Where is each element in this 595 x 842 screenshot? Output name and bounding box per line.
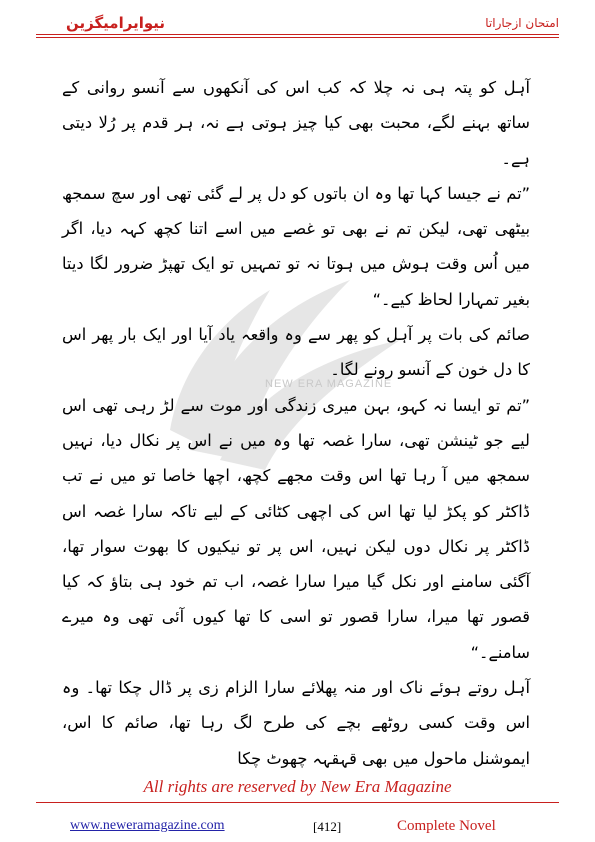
page-footer bbox=[0, 818, 595, 838]
website-link[interactable]: www.neweramagazine.com bbox=[70, 818, 225, 833]
watermark-label: NEW ERA MAGAZINE bbox=[265, 378, 393, 390]
paragraph-2: ”تم نے جیسا کہا تھا وہ ان باتوں کو دل پر لے گئی تھی اور سچ سمجھ بیٹھی تھی، لیکن تم نے بھی تو غصے میں اسے اتنا کچھ کہہ دیا، اگر میں اُس وقت ہوش میں ہوتا نہ تو تمہیں تو ایک تھپڑ ضرور لگا دیتا بغیر تمہارا لحاظ کیے۔“ bbox=[62, 183, 530, 309]
magazine-name: نیوایرامیگزین bbox=[66, 14, 166, 32]
rights-notice: All rights are reserved by New Era Magazine bbox=[143, 777, 452, 796]
header-rule bbox=[36, 34, 559, 35]
paragraph-4: ”تم تو ایسا نہ کہو، بہن میری زندگی اور موت سے لڑ رہی تھی اس لیے جو ٹینشن تھی، سارا غصہ تھا وہ میں نے اس پر نکال دیا، نہیں سمجھ میں آ رہا تھا اس وقت مجھے کچھ، اچھا خاصا تو میں نے تب ڈاکٹر کو پکڑ لیا تھا اس کی اچھی کٹائی کے لیے تاکہ سارا غصہ اس ڈاکٹر پر نکال دوں لیکن نہیں، اس پر تو نیکیوں کا بھوت سوار تھا، آگئی سامنے اور نکل گیا میرا سارا غصہ، اب تم خود ہی بتاؤ کہ کیا قصور تھا میرا، سارا قصور تو اسی کا تھا کیوں آئی تھی وہ میرے سامنے۔“ bbox=[62, 395, 530, 662]
category-label: Complete Novel bbox=[397, 818, 496, 834]
paragraph-5: آہل روتے ہوئے ناک اور منہ پھلائے سارا الزام زی پر ڈال چکا تھا۔ وہ اس وقت کسی روٹھے بچے کی طرح لگ رہا تھا، صائم کا اس، ایموشنل ماحول میں بھی قہقہہ چھوٹ چکا bbox=[62, 678, 530, 768]
page-header bbox=[36, 14, 559, 36]
novel-title: امتحان ازجاراتا bbox=[485, 16, 559, 30]
footer-rule bbox=[36, 802, 559, 803]
paragraph-1: آہل کو پتہ ہی نہ چلا کہ کب اس کی آنکھوں سے آنسو روانی کے ساتھ بہنے لگے، محبت بھی کیا چیز ہوتی ہے نہ، ہر قدم پر رُلا دیتی ہے۔ bbox=[62, 78, 530, 168]
header-rule-second bbox=[36, 37, 559, 38]
novel-body bbox=[62, 70, 530, 776]
paragraph-3: صائم کی بات پر آہل کو پھر سے وہ واقعہ یاد آیا اور ایک بار پھر اس کا دل خون کے آنسو رونے لگا۔ bbox=[62, 325, 530, 380]
page-number: [412] bbox=[313, 819, 342, 834]
